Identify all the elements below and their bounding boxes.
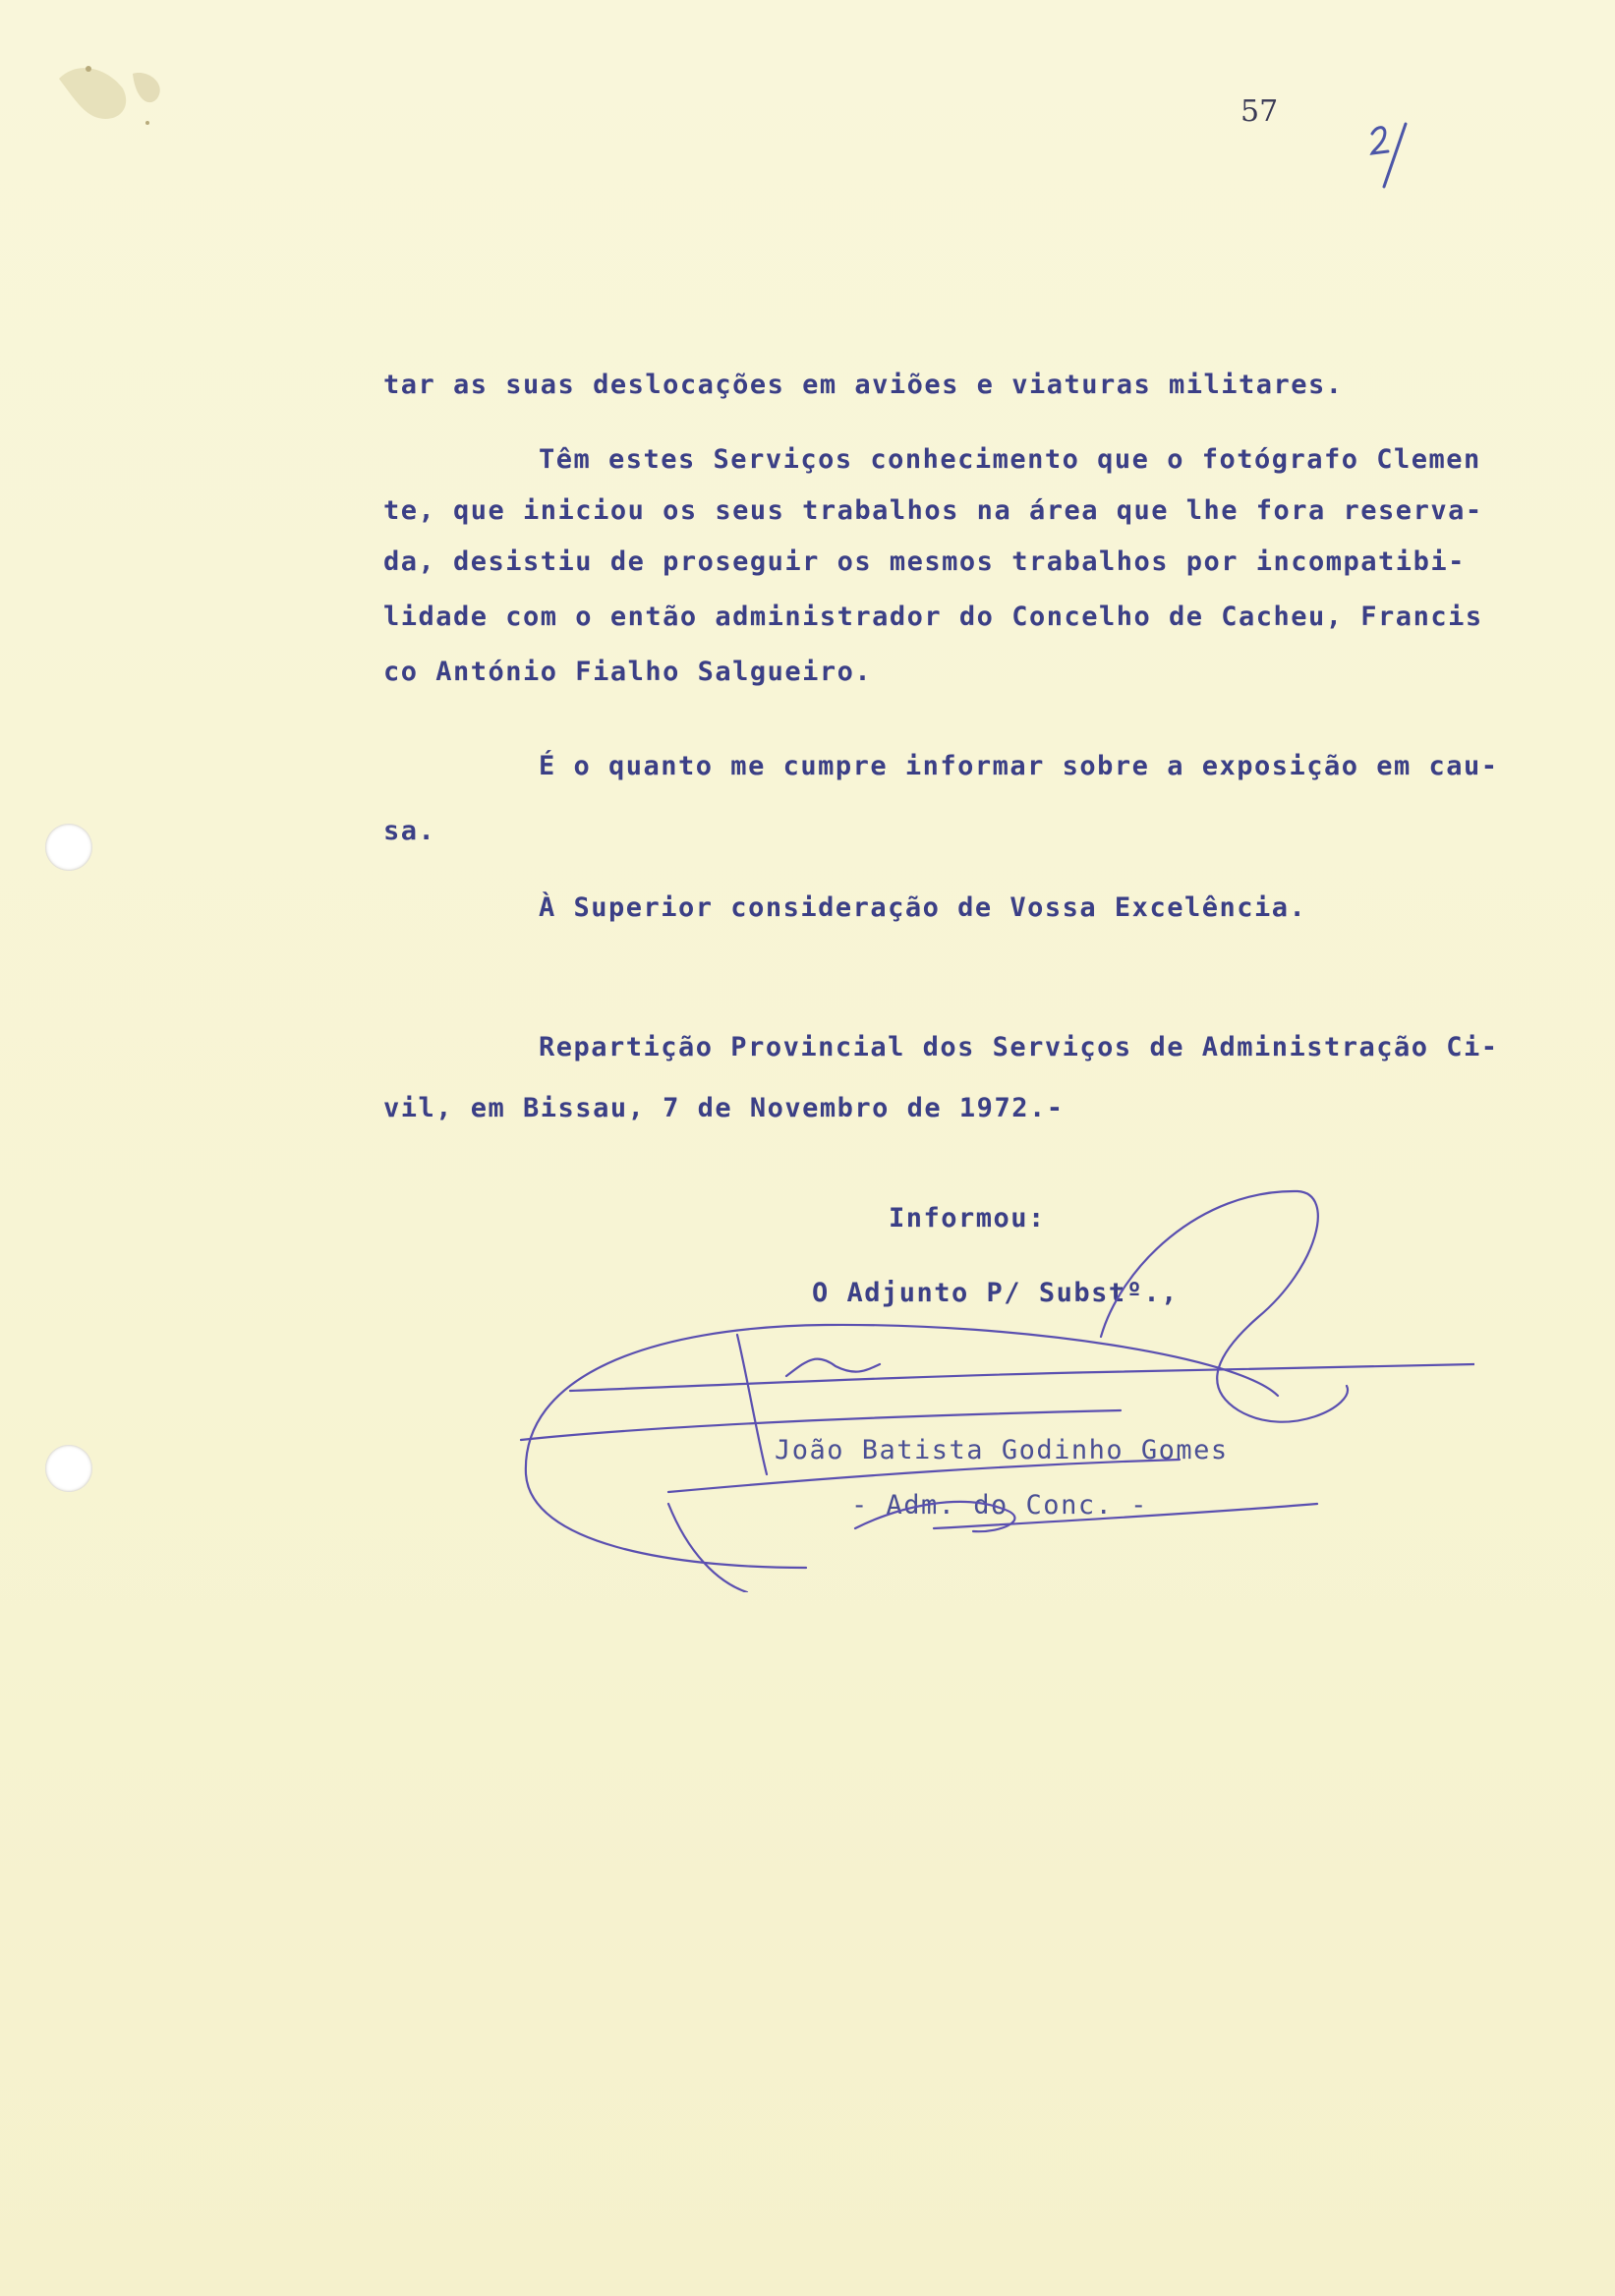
closing-adjunto: O Adjunto P/ Substº., <box>812 1278 1179 1308</box>
punch-hole-top <box>45 824 92 871</box>
punch-hole-bottom <box>45 1445 92 1492</box>
body-line-11: vil, em Bissau, 7 de Novembro de 1972.- <box>383 1093 1065 1123</box>
body-line-4: da, desistiu de proseguir os mesmos trabalhos por incompatibi- <box>383 546 1466 577</box>
body-line-8: sa. <box>383 816 436 846</box>
body-line-5: lidade com o então administrador do Concelho de Cacheu, Francis <box>383 602 1483 632</box>
page-number: 57 <box>1240 94 1279 129</box>
handwritten-signature <box>511 1179 1474 1592</box>
body-line-10: Repartição Provincial dos Serviços de Administração Ci- <box>539 1032 1499 1062</box>
handwritten-folio-mark <box>1364 116 1423 195</box>
signatory-title: - Adm. do Conc. - <box>851 1490 1148 1521</box>
body-line-3: te, que iniciou os seus trabalhos na área que lhe fora reserva- <box>383 495 1483 526</box>
body-line-2: Têm estes Serviços conhecimento que o fotógrafo Clemen <box>539 444 1481 475</box>
closing-informou: Informou: <box>889 1203 1046 1234</box>
body-line-9: À Superior consideração de Vossa Excelência. <box>539 892 1307 923</box>
signatory-name: João Batista Godinho Gomes <box>775 1435 1229 1465</box>
body-line-6: co António Fialho Salgueiro. <box>383 657 873 687</box>
body-line-1: tar as suas deslocações em aviões e viaturas militares. <box>383 370 1344 400</box>
corner-stain-mark <box>39 39 187 147</box>
body-line-7: É o quanto me cumpre informar sobre a exposição em cau- <box>539 751 1499 781</box>
